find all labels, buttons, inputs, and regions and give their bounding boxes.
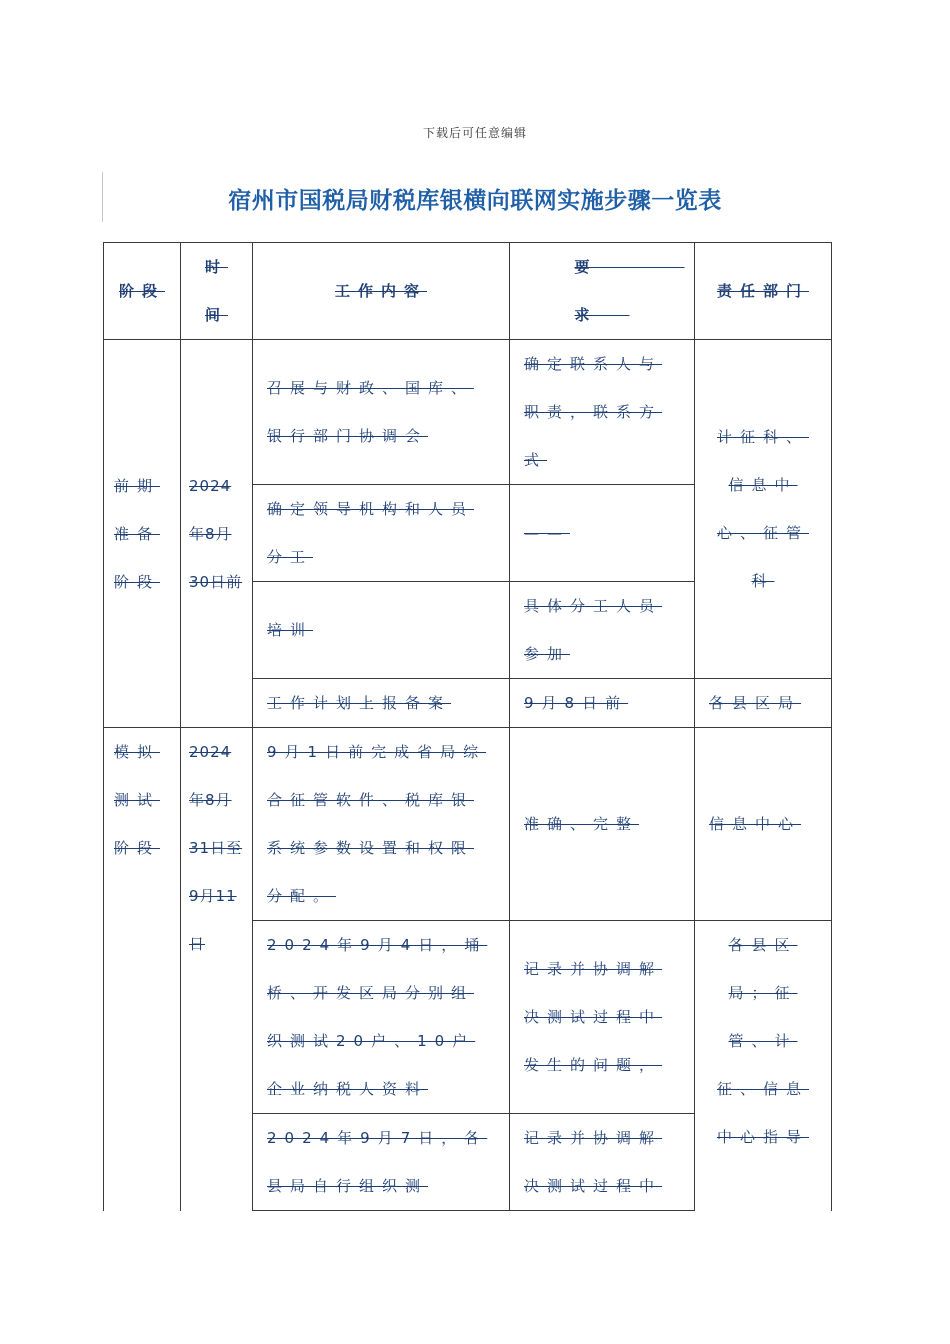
stage2-row1-dept: 信息中心 <box>695 728 832 921</box>
stage2-row1-requirement: 准确、完整 <box>510 728 695 921</box>
header-note: 下载后可任意编辑 <box>422 126 527 140</box>
stage1-row1-requirement: 确定联系人与职责，联系方式 <box>510 340 695 485</box>
header-stage: 阶段 <box>104 243 181 340</box>
stage1-row3-content: 培训 <box>253 582 510 679</box>
header-dept: 责任部门 <box>695 243 832 340</box>
stage1-time: 2024年8月30日前 <box>181 340 253 728</box>
stage2-row2-requirement: 记录并协调解决测试过程中发生的问题， <box>510 921 695 1114</box>
stage2-row3-content: 2024年9月7日，各县局自行组织测 <box>253 1114 510 1211</box>
implementation-steps-table <box>103 242 832 1211</box>
stage2-row2-content: 2024年9月4日，埇桥、开发区局分别组织测试20户、10户企业纳税人资料 <box>253 921 510 1114</box>
stage2-time: 2024年8月31日至9月11日 <box>181 728 253 1211</box>
header-content: 工作内容 <box>253 243 510 340</box>
stage1-row4-content: 工作计划上报备案 <box>253 679 510 728</box>
header-requirement: 要 求 <box>510 243 695 340</box>
stage1-row4-requirement: 9月8日前 <box>510 679 695 728</box>
stage2-row3-requirement: 记录并协调解决测试过程中 <box>510 1114 695 1211</box>
stage1-name: 前期准备阶段 <box>104 340 181 728</box>
header-time: 时 间 <box>181 243 253 340</box>
stage2-name: 模拟测试阶段 <box>104 728 181 1211</box>
stage2-row1-content: 9月1日前完成省局综合征管软件、税库银系统参数设置和权限分配。 <box>253 728 510 921</box>
document-title: 宿州市国税局财税库银横向联网实施步骤一览表 <box>228 188 722 214</box>
stage2-dept: 各县区局；征管、计征、信息中心指导 <box>695 921 832 1211</box>
stage1-row1-content: 召展与财政、国库、银行部门协调会 <box>253 340 510 485</box>
stage1-row3-requirement: 具体分工人员参加 <box>510 582 695 679</box>
stage1-dept: 计征科、信息中心、征管科 <box>695 340 832 679</box>
stage1-row2-content: 确定领导机构和人员分工 <box>253 485 510 582</box>
stage1-row2-requirement: —— <box>510 485 695 582</box>
stage1-row4-dept: 各县区局 <box>695 679 832 728</box>
